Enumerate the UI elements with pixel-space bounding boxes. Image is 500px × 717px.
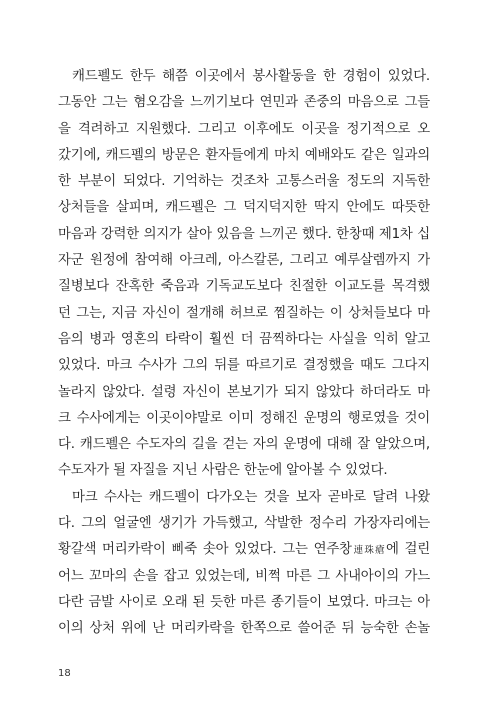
text-line: 한 부분이 되었다. 기억하는 것조차 고통스러울 정도의 지독한	[58, 174, 430, 190]
text-line: 상처들을 살피며, 캐드펠은 그 덕지덕지한 딱지 안에도 따뜻한	[58, 200, 430, 216]
text-line: 마크 수사는 캐드펠이 다가오는 것을 보자 곧바로 달려 나왔	[72, 489, 430, 505]
text-line: 다. 캐드펠은 수도자의 길을 걷는 자의 운명에 대해 잘 알았으며,	[58, 437, 430, 453]
text-line: 있었다. 마크 수사가 그의 뒤를 따르기로 결정했을 때도 그다지	[58, 358, 430, 374]
text-line: 놀라지 않았다. 설령 자신이 본보기가 되지 않았다 하더라도 마	[58, 384, 430, 400]
text-line: 캐드펠도 한두 해쯤 이곳에서 봉사활동을 한 경험이 있었다.	[72, 69, 430, 84]
text-line: 어느 꼬마의 손을 잡고 있었는데, 비쩍 마른 그 사내아이의 가느	[58, 568, 430, 584]
text-line: 이의 상처 위에 난 머리카락을 한쪽으로 쓸어준 뒤 능숙한 손놀	[58, 621, 430, 637]
text-line: 던 그는, 지금 자신이 절개해 허브로 찜질하는 이 상처들보다 마	[58, 305, 430, 321]
text-line: 자군 원정에 참여해 아크레, 아스칼론, 그리고 예루살렘까지 가	[58, 253, 430, 269]
text-line: 다란 금발 사이로 오래 된 듯한 마른 종기들이 보였다. 마크는 아	[58, 594, 430, 610]
body-text	[58, 64, 430, 643]
hanja-annotation: 連珠瘡	[351, 545, 386, 557]
text-segment: 에 걸린	[385, 542, 430, 558]
text-line: 음의 병과 영혼의 타락이 훨씬 더 끔찍하다는 사실을 익히 알고	[58, 331, 430, 347]
text-line: 갔기에, 캐드펠의 방문은 환자들에게 마치 예배와도 같은 일과의	[58, 147, 430, 163]
text-line: 마음과 강력한 의지가 살아 있음을 느끼곤 했다. 한창때 제1차 십	[58, 226, 430, 242]
text-line: 수도자가 될 자질을 지닌 사람은 한눈에 알아볼 수 있었다.	[58, 463, 388, 479]
text-line: 그동안 그는 혐오감을 느끼기보다 연민과 존중의 마음으로 그들	[58, 95, 430, 111]
text-line: 을 격려하고 지원했다. 그리고 이후에도 이곳을 정기적으로 오	[58, 121, 430, 137]
text-line: 질병보다 잔혹한 죽음과 기독교도보다 친절한 이교도를 목격했	[58, 279, 430, 295]
page-number: 18	[58, 668, 71, 679]
text-line-with-annotation	[58, 537, 430, 563]
text-segment: 황갈색 머리카락이 삐죽 솟아 있었다. 그는 연주창	[58, 542, 352, 558]
text-line: 다. 그의 얼굴엔 생기가 가득했고, 삭발한 정수리 가장자리에는	[58, 516, 430, 532]
text-line: 크 수사에게는 이곳이야말로 이미 정해진 운명의 행로였을 것이	[58, 410, 430, 426]
